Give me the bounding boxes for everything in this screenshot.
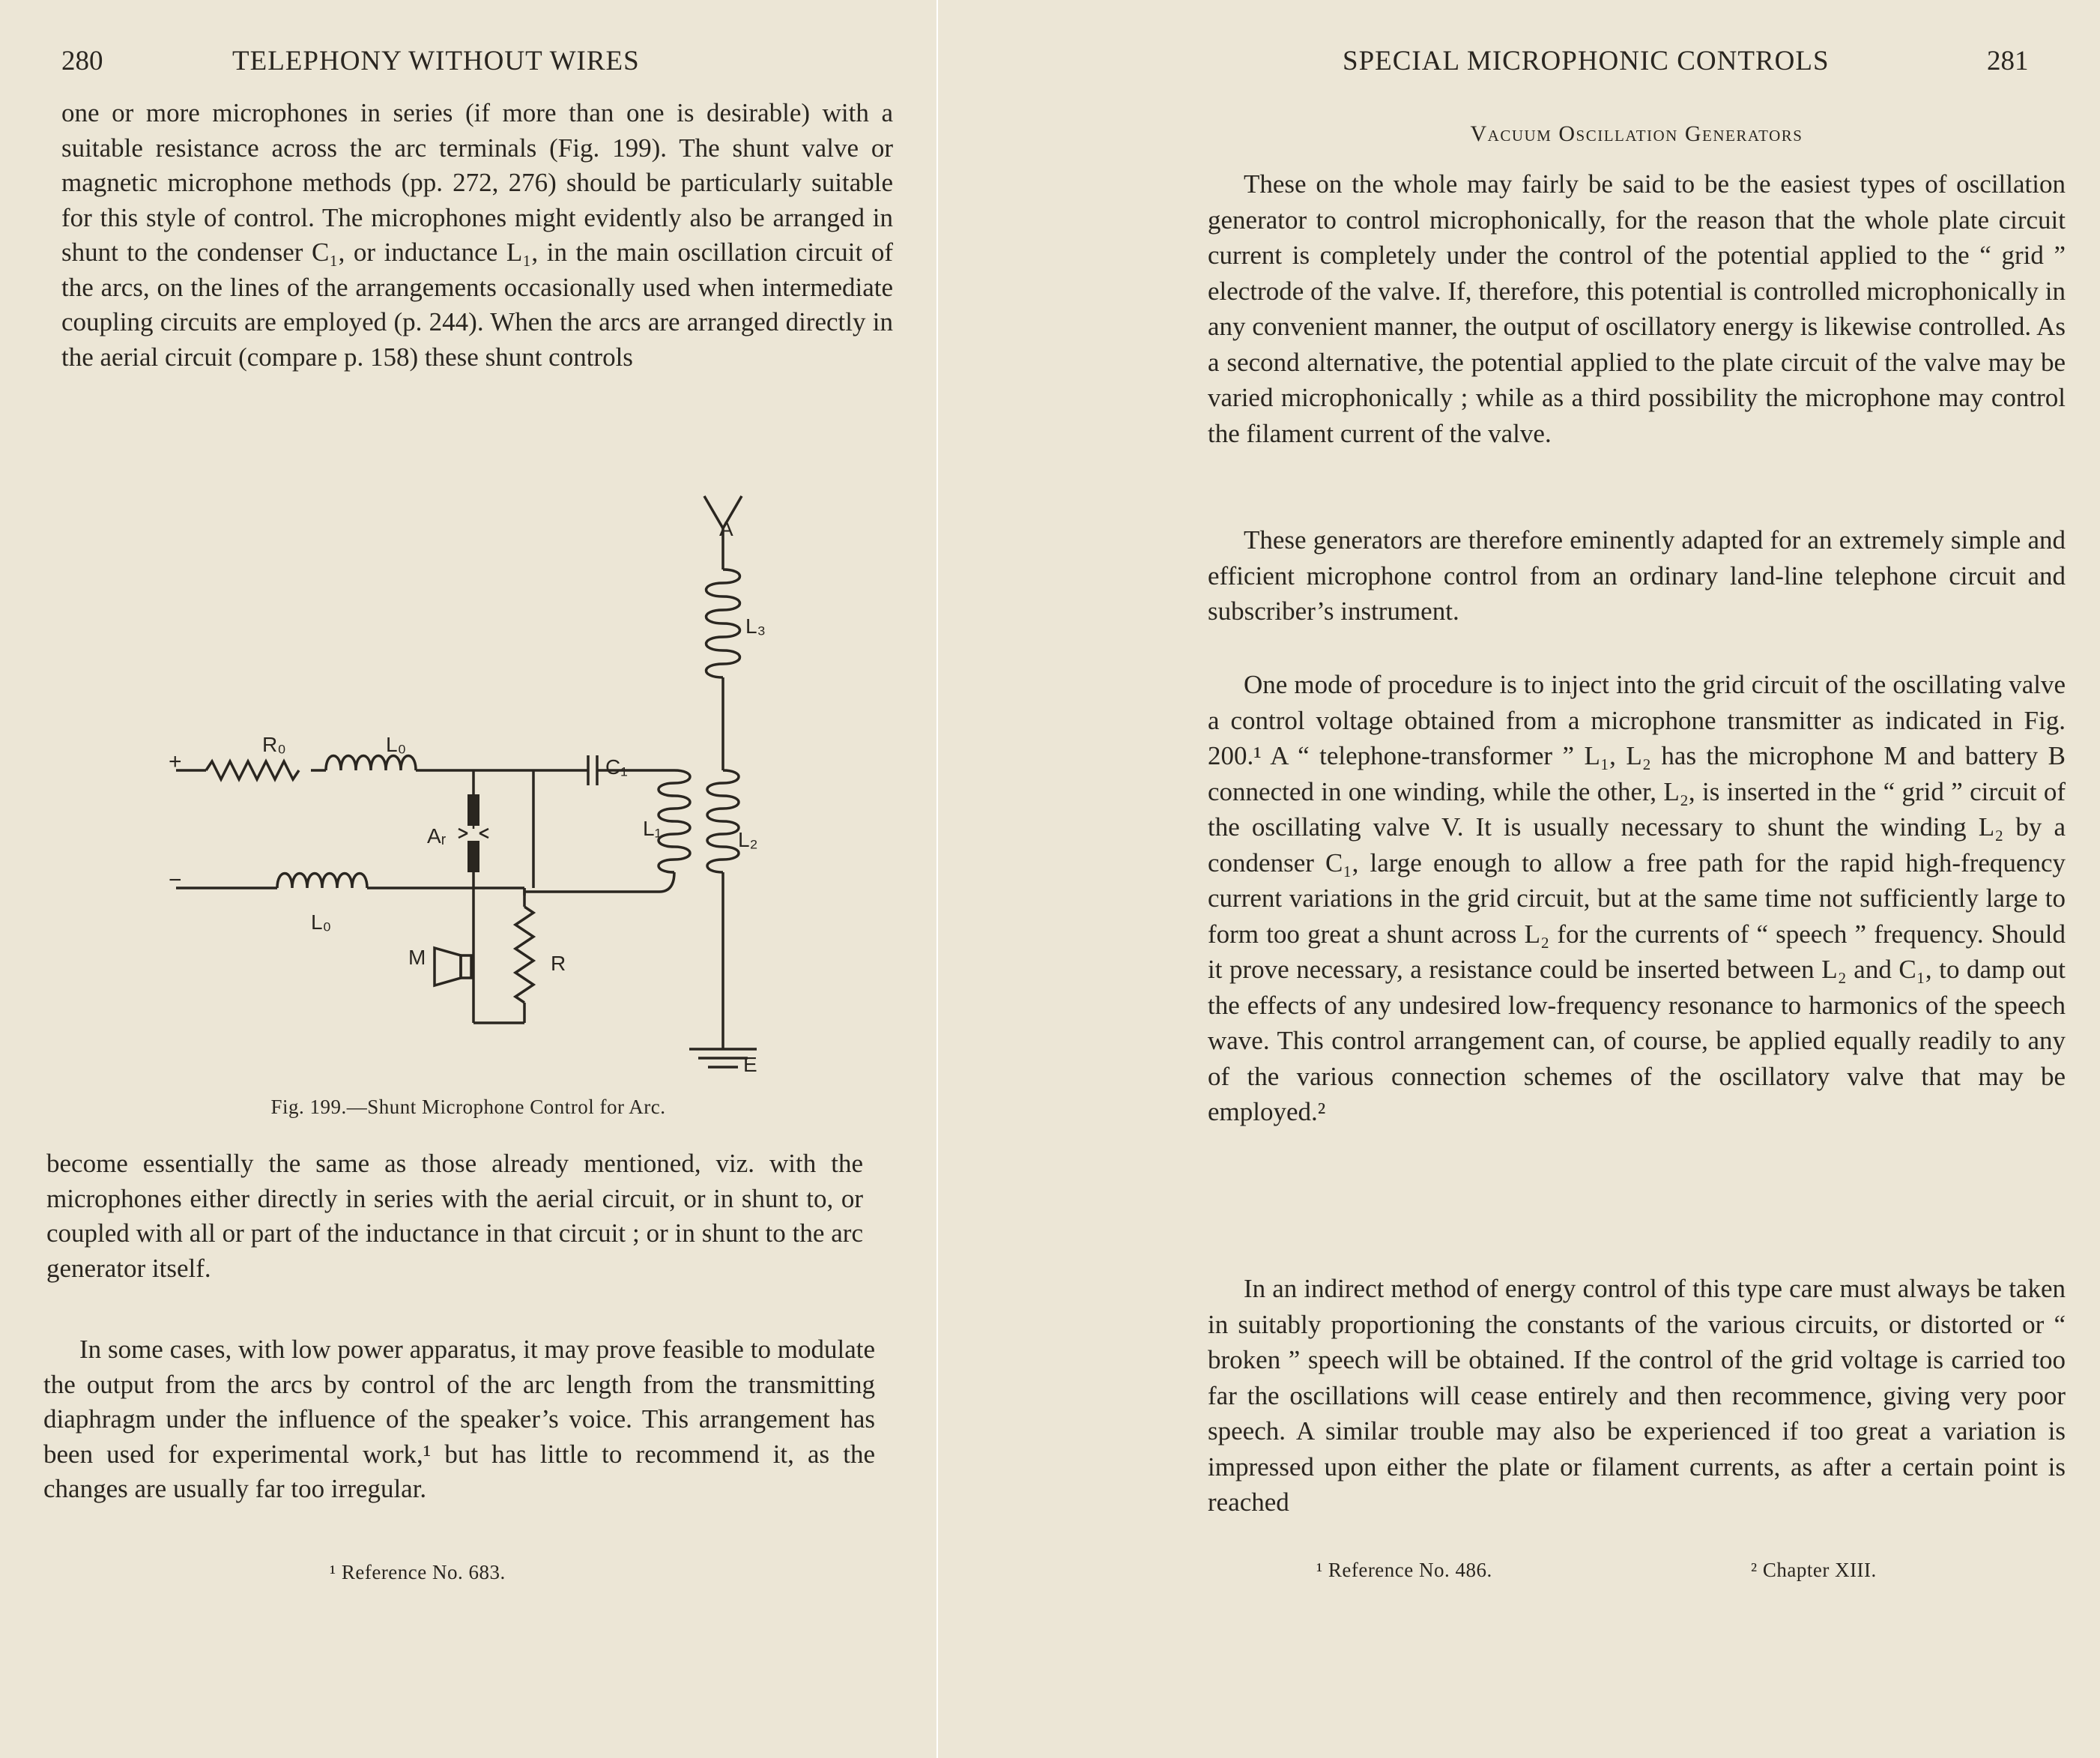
coil-l0-bottom (277, 874, 367, 889)
right-paragraph-4: In an indirect method of energy control of this type care must always be taken in suitably proportioning the constants of the various circuits, or distorted or “ broken ” speech will be obtained. If the control of the grid voltage is carried too far the oscillations will cease entirely and then recommence, giving very poor speech. A similar trouble may also be experienced if too great a variation is impressed upon either the plate or filament currents, as after a certain point is reached (1208, 1274, 2066, 1517)
label-l0-bottom: L₀ (311, 910, 332, 934)
label-antenna-a: A (719, 517, 733, 540)
left-paragraph-1: one or more microphones in series (if more than one is desirable) with a suitable resistance across the arc terminals (Fig. 199). The shunt valve or magnetic microphone methods (pp. 272, 276) should be particularly suitable for this style of control. The microphones might evidently also be arranged in shunt to the condenser C₁, or inductance L₁, in the main oscillation circuit of the arcs, on the lines of the arrangements occasionally used when intermediate coupling circuits are employed (p. 244). When the arcs are arranged directly in the aerial circuit (compare p. 158) these shunt controls (61, 98, 893, 372)
microphone-body (461, 955, 471, 978)
label-l3: L₃ (745, 614, 766, 638)
left-page-number: 280 (61, 46, 103, 76)
figure-caption: Fig. 199.—Shunt Microphone Control for Arc. (270, 1096, 666, 1118)
label-earth-e: E (743, 1053, 757, 1076)
right-page (938, 0, 2100, 1758)
label-r0: R₀ (262, 733, 286, 756)
label-c1: C₁ (605, 755, 628, 779)
coil-l0-top (326, 756, 416, 771)
right-footnote-2: ² Chapter XIII. (1751, 1559, 1877, 1581)
label-resistance-r: R (551, 952, 566, 975)
wire (524, 872, 674, 892)
section-heading: Vacuum Oscillation Generators (1470, 121, 1803, 146)
resistor-r0 (206, 761, 299, 779)
label-minus: − (169, 868, 182, 892)
coil-l3 (706, 570, 740, 677)
coil-l2 (707, 770, 739, 872)
label-plus: + (169, 749, 182, 774)
right-running-head: SPECIAL MICROPHONIC CONTROLS (1343, 46, 1830, 76)
label-l2: L₂ (738, 828, 758, 851)
label-l1: L₁ (643, 817, 662, 840)
left-footnote: ¹ Reference No. 683. (330, 1561, 506, 1583)
left-running-head: TELEPHONY WITHOUT WIRES (232, 46, 640, 76)
left-paragraph-3: In some cases, with low power apparatus, it may prove feasible to modulate the output from the arcs by control of the arc length from the transmitting diaphragm under the influence of the speaker’s voice. This arrangement has been used for experimental work,¹ but has little to recommend it, as the changes are usually far too irregular. (43, 1335, 875, 1503)
label-ar: Aᵣ (427, 824, 447, 848)
left-page (0, 0, 936, 1758)
arc-electrode-top (467, 794, 479, 826)
circuit-diagram (150, 487, 794, 1087)
microphone-symbol (435, 948, 461, 985)
right-paragraph-2: These generators are therefore eminently adapted for an extremely simple and efficient microphone control from an ordinary land-line telephone circuit and subscriber’s instrument. (1208, 525, 2066, 626)
label-microphone-m: M (408, 946, 426, 969)
coil-l1 (659, 770, 690, 872)
label-l0-top: L₀ (386, 733, 407, 756)
resistor-r (515, 907, 533, 1003)
arc-electrode-bottom (467, 841, 479, 872)
right-page-number: 281 (1987, 46, 2029, 76)
left-paragraph-2: become essentially the same as those already mentioned, viz. with the microphones either directly in series with the aerial circuit, or in shunt to, or coupled with all or part of the inductance in that circuit ; or in shunt to the arc generator itself. (46, 1149, 863, 1283)
right-paragraph-3: One mode of procedure is to inject into the grid circuit of the oscillating valve a control voltage obtained from a microphone transmitter as indicated in Fig. 200.¹ A “ telephone-transformer ” L₁, L₂ has the microphone M and battery B connected in one winding, while the other, L₂, is inserted in the “ grid ” circuit of the oscillating valve V. It is usually necessary to shunt the winding L₂ by a condenser C₁, large enough to allow a free path for the rapid high-frequency current variations in the grid circuit, but at the same time not sufficiently large to form too great a shunt across L₂ for the currents of “ speech ” frequency. Should it prove necessary, a resistance could be inserted between L₂ and C₁, to damp out the effects of any undesired low-frequency resonance to harmonics of the speech wave. This control arrangement can, of course, be applied equally readily to any of the various connection schemes of the oscillatory valve that may be employed.² (1208, 670, 2066, 1126)
right-footnote-1: ¹ Reference No. 486. (1316, 1559, 1492, 1581)
right-paragraph-1: These on the whole may fairly be said to be the easiest types of oscillation generator to control microphonically, for the reason that the whole plate circuit current is completely under the control of the potential applied to the “ grid ” electrode of the valve. If, therefore, this potential is controlled microphonically in any convenient manner, the output of oscillatory energy is likewise controlled. As a second alternative, the potential applied to the plate circuit of the valve may be varied microphonically ; while as a third possibility the microphone may control the filament current of the valve. (1208, 169, 2066, 448)
arc-spark (459, 821, 488, 838)
